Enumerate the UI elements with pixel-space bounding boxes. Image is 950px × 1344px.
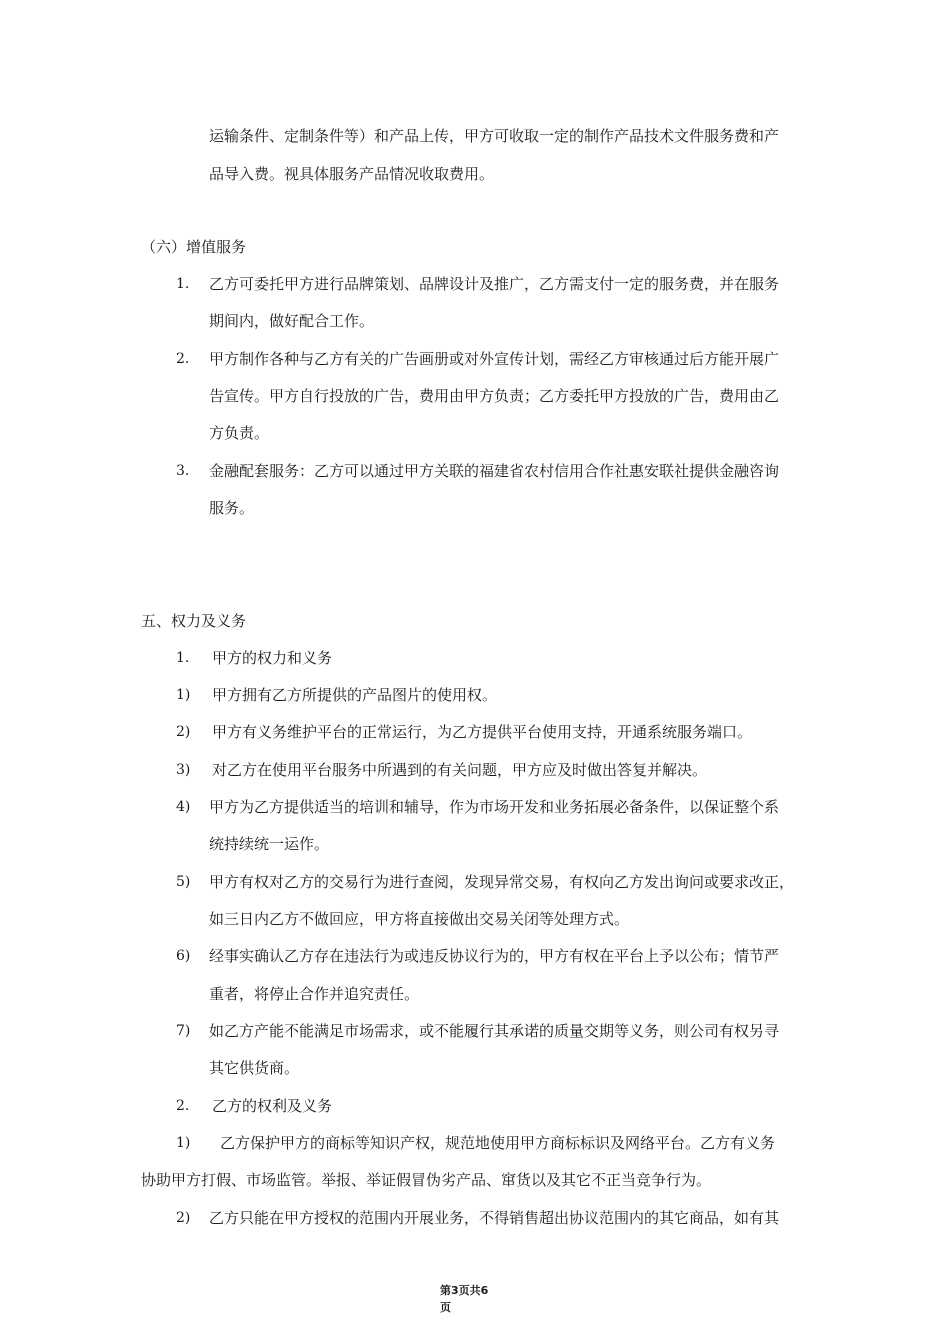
list-number: 4) bbox=[176, 799, 191, 815]
list-item-line: 甲方有义务维护平台的正常运行，为乙方提供平台使用支持，开通系统服务端口。 bbox=[212, 723, 753, 741]
list-item-line: 甲方有权对乙方的交易行为进行查阅，发现异常交易，有权向乙方发出询问或要求改正， bbox=[209, 873, 795, 891]
page-footer-line2: 页 bbox=[440, 1301, 451, 1314]
subsection-title: 乙方的权利及义务 bbox=[212, 1097, 333, 1115]
list-item-line: 期间内，做好配合工作。 bbox=[209, 312, 375, 330]
list-item-line: 方负责。 bbox=[209, 424, 270, 442]
subsection-title: 甲方的权力和义务 bbox=[212, 649, 333, 667]
section-heading: （六）增值服务 bbox=[141, 238, 247, 256]
list-number: 6) bbox=[176, 948, 191, 964]
list-item-line: 乙方可委托甲方进行品牌策划、品牌设计及推广，乙方需支付一定的服务费，并在服务 bbox=[209, 275, 780, 293]
list-number: 7) bbox=[176, 1023, 191, 1039]
list-number: 1) bbox=[176, 1135, 191, 1151]
list-item-line: 金融配套服务：乙方可以通过甲方关联的福建省农村信用合作社惠安联社提供金融咨询 bbox=[209, 462, 780, 480]
list-number: 1. bbox=[176, 276, 190, 292]
list-number: 3) bbox=[176, 762, 191, 778]
list-item-line: 甲方拥有乙方所提供的产品图片的使用权。 bbox=[212, 686, 498, 704]
list-item-line: 如乙方产能不能满足市场需求，或不能履行其承诺的质量交期等义务，则公司有权另寻 bbox=[209, 1022, 780, 1040]
section-heading: 五、权力及义务 bbox=[141, 612, 247, 630]
list-number: 2. bbox=[176, 1098, 190, 1114]
page-footer-line1: 第3页共6 bbox=[440, 1284, 489, 1297]
list-item-line: 乙方保护甲方的商标等知识产权，规范地使用甲方商标标识及网络平台。乙方有义务 bbox=[220, 1134, 776, 1152]
list-item-line: 经事实确认乙方存在违法行为或违反协议行为的，甲方有权在平台上予以公布；情节严 bbox=[209, 947, 780, 965]
list-item-line: 如三日内乙方不做回应，甲方将直接做出交易关闭等处理方式。 bbox=[209, 910, 630, 928]
list-item-line: 统持续统一运作。 bbox=[209, 835, 330, 853]
list-item-line: 甲方为乙方提供适当的培训和辅导，作为市场开发和业务拓展必备条件，以保证整个系 bbox=[209, 798, 780, 816]
list-number: 1. bbox=[176, 650, 190, 666]
list-item-line: 告宣传。甲方自行投放的广告，费用由甲方负责；乙方委托甲方投放的广告，费用由乙 bbox=[209, 387, 780, 405]
list-number: 1) bbox=[176, 687, 191, 703]
paragraph-line: 运输条件、定制条件等）和产品上传，甲方可收取一定的制作产品技术文件服务费和产 bbox=[209, 127, 780, 145]
list-number: 2) bbox=[176, 1210, 191, 1226]
list-item-line: 协助甲方打假、市场监管。举报、举证假冒伪劣产品、窜货以及其它不正当竞争行为。 bbox=[141, 1171, 712, 1189]
list-item-line: 乙方只能在甲方授权的范围内开展业务，不得销售超出协议范围内的其它商品，如有其 bbox=[209, 1209, 780, 1227]
list-number: 3. bbox=[176, 463, 190, 479]
list-item-line: 对乙方在使用平台服务中所遇到的有关问题，甲方应及时做出答复并解决。 bbox=[212, 761, 708, 779]
paragraph-line: 品导入费。视具体服务产品情况收取费用。 bbox=[209, 165, 495, 183]
list-item-line: 甲方制作各种与乙方有关的广告画册或对外宣传计划，需经乙方审核通过后方能开展广 bbox=[209, 350, 780, 368]
list-number: 2. bbox=[176, 351, 190, 367]
list-item-line: 服务。 bbox=[209, 499, 255, 517]
list-number: 2) bbox=[176, 724, 191, 740]
list-item-line: 重者，将停止合作并追究责任。 bbox=[209, 985, 420, 1003]
list-item-line: 其它供货商。 bbox=[209, 1059, 300, 1077]
list-number: 5) bbox=[176, 874, 191, 890]
